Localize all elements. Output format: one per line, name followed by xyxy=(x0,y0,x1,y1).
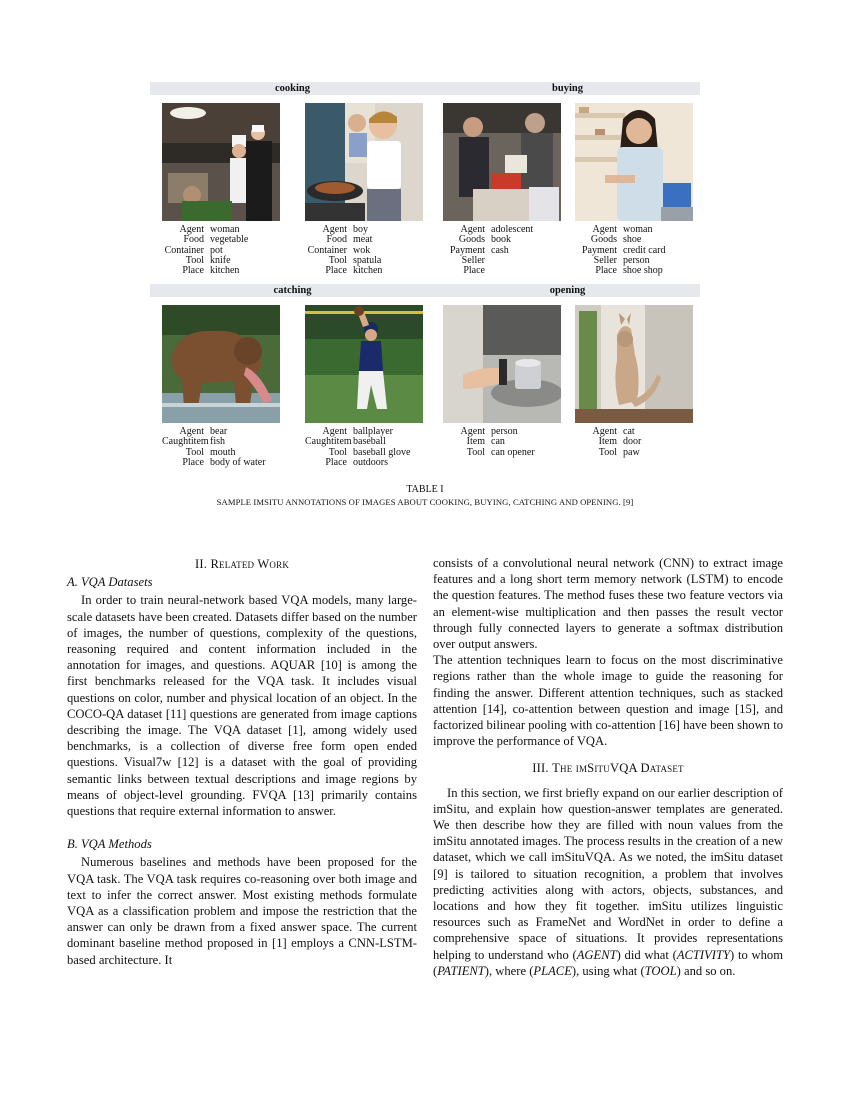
paragraph-attention: The attention techniques learn to focus on the most discriminative regions rather than the whole image to guide the reasoning for finding the answer. Different attention techniques, such as stacked attention [14], co-attention between question and image [15], and factorized bilinear pooling with co-attention [16] have been shown to improve the performance of VQA. xyxy=(433,653,783,749)
role-value: cash xyxy=(491,244,509,256)
role-value: credit card xyxy=(623,244,666,256)
text-run: ), where ( xyxy=(484,963,534,978)
role-name: Place xyxy=(182,265,204,277)
role-value: kitchen xyxy=(210,265,240,277)
section-heading-imsituvqa-dataset xyxy=(433,760,783,776)
left-column xyxy=(67,555,417,968)
annotation-woman-buying xyxy=(575,225,693,276)
role-name: Agent xyxy=(322,426,347,437)
role-name: Tool xyxy=(185,254,204,266)
role-name: Agent xyxy=(460,224,485,235)
annotation-adolescent-buying xyxy=(443,225,561,276)
role-value: wok xyxy=(353,244,371,256)
role-tool: TOOL xyxy=(644,963,677,978)
text-run: In this section, we first briefly expand on our earlier description of imSitu, and explain how question-answer templates are generated. We then describe how they are filled with noun values from the imSitu annotated images. The process results in the creation of a new dataset, which we call imSituVQA. As we noted, the imSitu dataset [9] is tailored to situation recognition, a problem that involves predicting activities along with actors, objects, substances, and locations and how they fit together. imSitu utilizes linguistic resources such as FrameNet and WordNet in order to define a comprehensive space of situations. It provides representations helping to understand who ( xyxy=(433,785,783,962)
section-title: The imSituVQA Dataset xyxy=(552,761,684,776)
role-name: Place xyxy=(182,456,204,468)
photo-kitchen-illustration xyxy=(162,103,280,221)
role-value: woman xyxy=(623,224,653,235)
role-name: Agent xyxy=(322,224,347,235)
verb-bar-catching: catching xyxy=(150,284,435,297)
table-caption: SAMPLE IMSITU ANNOTATIONS OF IMAGES ABOUT COOKING, BUYING, CATCHING AND OPENING. [9] xyxy=(216,497,634,507)
role-value: vegetable xyxy=(210,234,249,246)
role-row xyxy=(575,448,693,458)
role-name: Tool xyxy=(328,446,347,458)
image-ballplayer-catching xyxy=(305,305,423,423)
photo-shoe-shop-illustration xyxy=(575,103,693,221)
role-name: Seller xyxy=(593,254,617,266)
role-activity: ACTIVITY xyxy=(676,947,731,962)
section-number: II. xyxy=(194,557,208,571)
role-patient: PATIENT xyxy=(437,963,485,978)
role-name: Tool xyxy=(185,446,204,458)
subsection-heading-vqa-datasets: A. VQA Datasets xyxy=(67,575,153,590)
role-value: person xyxy=(491,426,518,437)
table-title: TABLE I xyxy=(406,484,444,495)
text-run: ) did what ( xyxy=(616,947,677,962)
role-value: meat xyxy=(353,234,373,246)
role-name: Container xyxy=(164,244,204,256)
role-value: paw xyxy=(623,446,640,458)
role-name: Tool xyxy=(598,446,617,458)
role-value: outdoors xyxy=(353,456,388,468)
annotation-person-opening xyxy=(443,427,561,458)
photo-can-opener-illustration xyxy=(443,305,561,423)
role-value: kitchen xyxy=(353,265,383,277)
role-name: Food xyxy=(326,234,347,246)
role-row xyxy=(443,266,561,276)
role-name: Payment xyxy=(450,244,485,256)
role-value: bear xyxy=(210,426,228,437)
spacer xyxy=(433,749,783,759)
role-value: can xyxy=(491,436,505,448)
role-value: spatula xyxy=(353,254,382,266)
role-name: Item xyxy=(466,436,485,448)
role-name: Seller xyxy=(461,254,485,266)
role-value: ballplayer xyxy=(353,426,393,437)
annotation-cat-opening xyxy=(575,427,693,458)
role-value xyxy=(491,266,561,276)
role-name: Container xyxy=(307,244,347,256)
image-person-opening xyxy=(443,305,561,423)
role-name: Item xyxy=(598,436,617,448)
role-value: baseball xyxy=(353,436,386,448)
image-cat-opening xyxy=(575,305,693,423)
role-value: adolescent xyxy=(491,224,534,235)
role-name: Agent xyxy=(592,426,617,437)
role-row xyxy=(162,458,280,468)
image-boy-cooking xyxy=(305,103,423,221)
verb-bar-cooking: cooking xyxy=(150,82,435,95)
annotation-bear-catching xyxy=(162,427,280,468)
image-bear-catching xyxy=(162,305,280,423)
role-value: knife xyxy=(210,254,231,266)
role-name: Place xyxy=(325,456,347,468)
role-place: PLACE xyxy=(533,963,572,978)
role-value: woman xyxy=(210,224,240,235)
image-adolescent-buying xyxy=(443,103,561,221)
role-name: Food xyxy=(183,234,204,246)
figure-table-1 xyxy=(150,82,700,482)
role-value: boy xyxy=(353,224,368,235)
role-name: Place xyxy=(325,265,347,277)
role-name: Goods xyxy=(458,234,485,246)
role-value: shoe xyxy=(623,234,642,246)
verb-bar-buying: buying xyxy=(435,82,700,95)
role-value: cat xyxy=(623,426,635,437)
role-value: mouth xyxy=(210,446,236,458)
annotation-woman-cooking xyxy=(162,225,280,276)
role-value: book xyxy=(491,234,511,246)
role-name: Agent xyxy=(460,426,485,437)
section-number: III. xyxy=(532,761,549,776)
photo-bookstore-illustration xyxy=(443,103,561,221)
photo-boy-wok-illustration xyxy=(305,103,423,221)
section-heading-related-work xyxy=(67,556,417,572)
annotation-boy-cooking xyxy=(305,225,423,276)
paragraph-vqa-methods-continued: consists of a convolutional neural network (CNN) to extract image features and a long short term memory network (LSTM) to encode the question features. The method fuses these two feature vectors via an element-wise multiplication and then passes the result vector through fully connected layers to generate a softmax distribution over output answers. xyxy=(433,556,783,652)
role-name: Caughtitem xyxy=(162,436,209,448)
photo-bear-river-illustration xyxy=(162,305,280,423)
role-value: body of water xyxy=(210,456,266,468)
role-value: can opener xyxy=(491,446,535,458)
text-run: ) to whom ( xyxy=(433,947,783,978)
role-row xyxy=(305,266,423,276)
role-row xyxy=(305,458,423,468)
section-title: Related Work xyxy=(210,557,290,571)
role-name: Goods xyxy=(590,234,617,246)
text-run: ), using what ( xyxy=(571,963,645,978)
annotation-ballplayer-catching xyxy=(305,427,423,468)
role-name: Payment xyxy=(582,244,617,256)
role-value xyxy=(491,256,561,266)
role-value: shoe shop xyxy=(623,265,663,277)
photo-cat-door-illustration xyxy=(575,305,693,423)
image-woman-buying xyxy=(575,103,693,221)
role-value: fish xyxy=(210,436,225,448)
role-value: baseball glove xyxy=(353,446,411,458)
role-name: Agent xyxy=(179,426,204,437)
role-name: Place xyxy=(595,265,617,277)
text-run: ) and so on. xyxy=(676,963,736,978)
verb-bar-opening: opening xyxy=(435,284,700,297)
role-name: Tool xyxy=(328,254,347,266)
subsection-heading-vqa-methods: B. VQA Methods xyxy=(67,837,152,852)
role-value: person xyxy=(623,254,650,266)
right-column xyxy=(433,555,783,979)
role-value: pot xyxy=(210,244,223,256)
role-name: Place xyxy=(463,265,485,277)
role-name: Agent xyxy=(592,224,617,235)
role-name: Caughtitem xyxy=(305,436,352,448)
role-name: Agent xyxy=(179,224,204,235)
role-row xyxy=(443,448,561,458)
paragraph-vqa-methods: Numerous baselines and methods have been proposed for the VQA task. The VQA task requires co-reasoning over both image and text to infer the correct answer. Most existing methods formulate VQA as a classification problem and impose the restriction that the answer can only be drawn from a fixed answer space. The current dominant baseline method proposed in [1] employs a CNN-LSTM-based architecture. It xyxy=(67,855,417,967)
role-value: door xyxy=(623,436,642,448)
role-row xyxy=(575,266,693,276)
photo-baseball-illustration xyxy=(305,305,423,423)
role-row xyxy=(443,246,561,256)
role-row xyxy=(162,266,280,276)
spacer xyxy=(67,819,417,836)
role-row xyxy=(443,256,561,266)
role-agent: AGENT xyxy=(576,947,617,962)
image-woman-cooking xyxy=(162,103,280,221)
role-name: Tool xyxy=(466,446,485,458)
paragraph-dataset-intro xyxy=(433,785,783,979)
paragraph-vqa-datasets: In order to train neural-network based VQA models, many large-scale datasets have been created. Datasets differ based on the number of images, the number of questions, complexity of the questions, reasoning required and content information included in the annotation for images, and questions. AQUAR [10] is among the first benchmarks released for the VQA task. It includes visual questions on color, number and physical location of an object. In the COCO-QA dataset [11] questions are generated from image captions describing the image. The VQA dataset [1], among widely used benchmarks, is a collection of diverse free form open ended questions. Visual7w [12] is a dataset with the goal of providing semantic links between textual descriptions and image regions by means of object-level grounding. FVQA [13] primarily contains questions that require external information to answer. xyxy=(67,593,417,819)
